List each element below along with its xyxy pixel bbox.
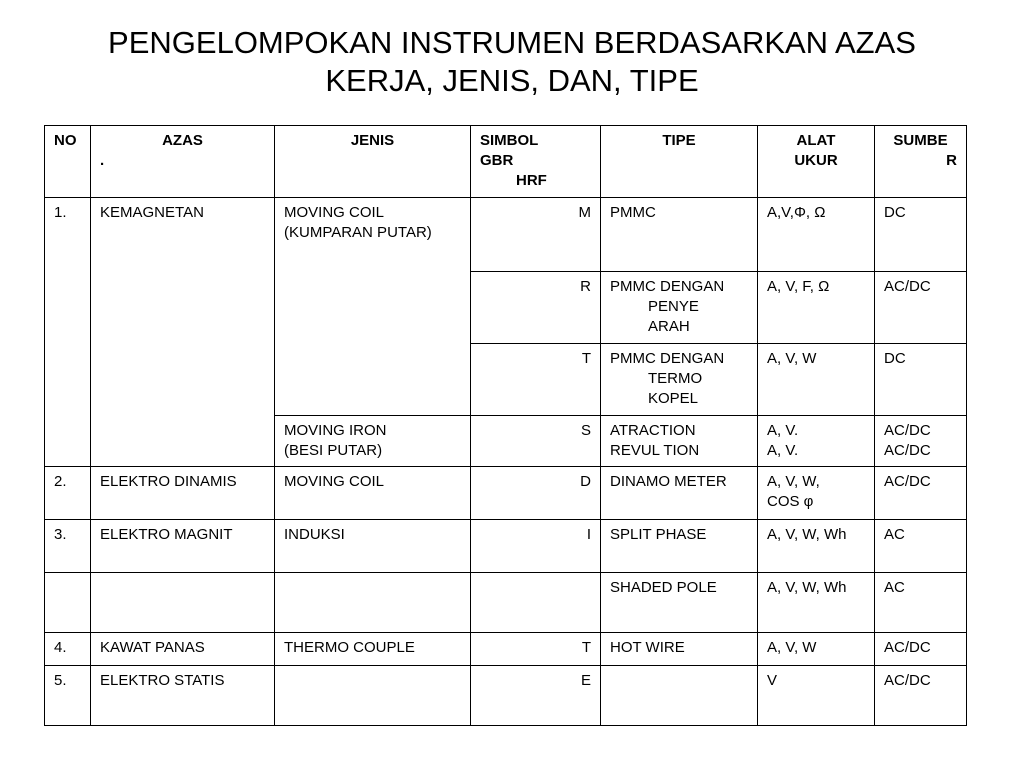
cell-simbol: R <box>471 272 601 344</box>
header-simbol-l1: SIMBOL <box>480 132 539 149</box>
cell-sumber: AC/DC <box>875 633 967 666</box>
cell-tipe <box>601 344 758 416</box>
cell-sumber: AC/DC <box>875 666 967 726</box>
tipe-line-2: REVUL TION <box>610 442 700 459</box>
cell-azas <box>91 573 275 633</box>
cell-tipe: HOT WIRE <box>601 633 758 666</box>
table-row <box>45 573 967 633</box>
cell-jenis: INDUKSI <box>275 520 471 573</box>
cell-alat-ukur: A, V, W, Wh <box>758 573 875 633</box>
cell-sumber: AC <box>875 573 967 633</box>
cell-alat-ukur: A, V, W <box>758 633 875 666</box>
title-line-1: PENGELOMPOKAN INSTRUMEN BERDASARKAN AZAS <box>108 25 916 60</box>
title-line-2: KERJA, JENIS, DAN, TIPE <box>325 63 699 98</box>
header-jenis: JENIS <box>275 126 471 198</box>
cell-simbol: E <box>471 666 601 726</box>
cell-simbol: S <box>471 416 601 467</box>
header-azas-dot: . <box>100 152 105 169</box>
cell-sumber: DC <box>875 344 967 416</box>
cell-sumber <box>875 416 967 467</box>
header-azas-label: AZAS <box>162 132 203 149</box>
cell-no: 4. <box>45 633 91 666</box>
jenis-line-2: (BESI PUTAR) <box>284 442 383 459</box>
cell-sumber: AC/DC <box>875 467 967 520</box>
cell-azas: ELEKTRO DINAMIS <box>91 467 275 520</box>
header-alat-l1: ALAT <box>796 132 836 149</box>
page-title <box>20 24 1004 100</box>
table-header-row <box>45 126 967 198</box>
tipe-line-3: ARAH <box>648 318 690 335</box>
cell-simbol: D <box>471 467 601 520</box>
cell-jenis: MOVING COIL <box>275 467 471 520</box>
header-sumber-l2: R <box>946 152 957 169</box>
cell-no: 3. <box>45 520 91 573</box>
header-simbol-l2: GBR <box>480 152 514 169</box>
header-simbol-l3: HRF <box>516 172 547 189</box>
cell-sumber: DC <box>875 198 967 272</box>
jenis-line-1: MOVING IRON <box>284 422 387 439</box>
header-sumber-l1: SUMBE <box>893 132 948 149</box>
header-simbol <box>471 126 601 198</box>
cell-jenis <box>275 198 471 416</box>
cell-alat-ukur <box>758 416 875 467</box>
cell-azas: ELEKTRO MAGNIT <box>91 520 275 573</box>
cell-jenis <box>275 666 471 726</box>
sumber-line-1: AC/DC <box>884 422 931 439</box>
cell-simbol <box>471 573 601 633</box>
cell-sumber: AC/DC <box>875 272 967 344</box>
cell-simbol: I <box>471 520 601 573</box>
cell-tipe: DINAMO METER <box>601 467 758 520</box>
header-sumber <box>875 126 967 198</box>
cell-no: 2. <box>45 467 91 520</box>
cell-azas: KAWAT PANAS <box>91 633 275 666</box>
alat-line-2: A, V. <box>767 442 799 459</box>
cell-tipe <box>601 272 758 344</box>
header-no: NO <box>45 126 91 198</box>
jenis-line-2: (KUMPARAN PUTAR) <box>284 224 432 241</box>
tipe-line-1: PMMC DENGAN <box>610 350 725 367</box>
cell-alat-ukur <box>758 467 875 520</box>
cell-no: 1. <box>45 198 91 467</box>
cell-tipe <box>601 416 758 467</box>
cell-sumber: AC <box>875 520 967 573</box>
header-alat-l2: UKUR <box>794 152 838 169</box>
cell-azas: ELEKTRO STATIS <box>91 666 275 726</box>
tipe-line-2: TERMO <box>648 370 703 387</box>
cell-tipe: PMMC <box>601 198 758 272</box>
alat-line-1: A, V, W, <box>767 473 820 490</box>
cell-azas: KEMAGNETAN <box>91 198 275 467</box>
cell-simbol: T <box>471 344 601 416</box>
alat-line-1: A, V. <box>767 422 799 439</box>
table-row <box>45 666 967 726</box>
cell-tipe: SPLIT PHASE <box>601 520 758 573</box>
tipe-line-1: ATRACTION <box>610 422 696 439</box>
cell-jenis <box>275 416 471 467</box>
cell-alat-ukur: A, V, W <box>758 344 875 416</box>
header-tipe: TIPE <box>601 126 758 198</box>
cell-jenis: THERMO COUPLE <box>275 633 471 666</box>
cell-no <box>45 573 91 633</box>
cell-alat-ukur: A,V,Φ, Ω <box>758 198 875 272</box>
cell-alat-ukur: A, V, F, Ω <box>758 272 875 344</box>
table-row <box>45 633 967 666</box>
tipe-line-1: PMMC DENGAN <box>610 278 725 295</box>
tipe-line-3: KOPEL <box>648 390 699 407</box>
cell-jenis <box>275 573 471 633</box>
table-row <box>45 198 967 272</box>
instrument-classification-table <box>44 125 967 726</box>
jenis-line-1: MOVING COIL <box>284 204 385 221</box>
cell-no: 5. <box>45 666 91 726</box>
cell-alat-ukur: A, V, W, Wh <box>758 520 875 573</box>
header-alat-ukur <box>758 126 875 198</box>
sumber-line-2: AC/DC <box>884 442 931 459</box>
cell-simbol: T <box>471 633 601 666</box>
cell-tipe <box>601 666 758 726</box>
cell-simbol: M <box>471 198 601 272</box>
table-row <box>45 520 967 573</box>
header-azas <box>91 126 275 198</box>
alat-line-2: COS φ <box>767 493 814 510</box>
cell-tipe: SHADED POLE <box>601 573 758 633</box>
tipe-line-2: PENYE <box>648 298 699 315</box>
table-row <box>45 467 967 520</box>
cell-alat-ukur: V <box>758 666 875 726</box>
